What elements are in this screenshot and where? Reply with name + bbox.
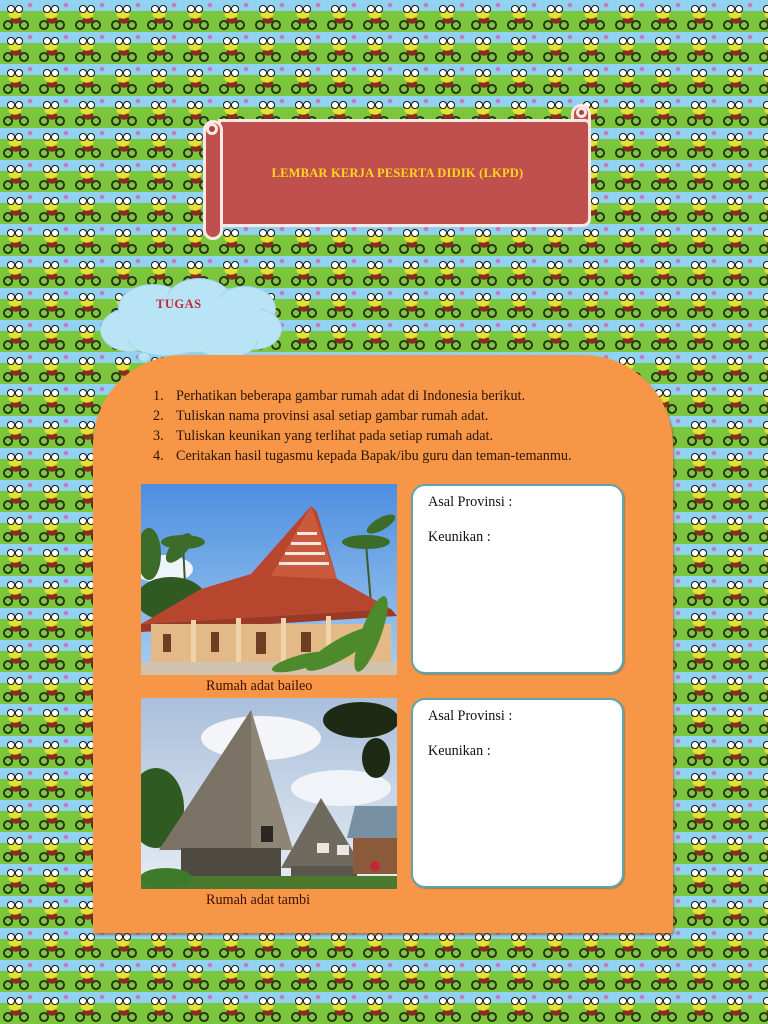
task-item: 3. Tuliskan keunikan yang terlihat pada setiap rumah adat. bbox=[153, 428, 494, 444]
task-item: 1. Perhatikan beberapa gambar rumah adat di Indonesia berikut. bbox=[153, 388, 526, 404]
task-list bbox=[153, 386, 572, 466]
province-field-label: Asal Provinsi : bbox=[428, 494, 513, 510]
task-item: 4. Ceritakan hasil tugasmu kepada Bapak/ibu guru dan teman-temanmu. bbox=[153, 448, 572, 464]
house-caption-tambi: Rumah adat tambi bbox=[206, 892, 311, 908]
content-panel bbox=[93, 355, 673, 933]
task-heading: TUGAS bbox=[156, 297, 202, 311]
house-caption-baileo: Rumah adat baileo bbox=[206, 678, 313, 694]
province-field-label: Asal Provinsi : bbox=[428, 708, 513, 724]
scroll-left-curl bbox=[206, 123, 218, 135]
house-photo-baileo bbox=[141, 484, 397, 675]
uniqueness-field-label: Keunikan : bbox=[428, 743, 491, 759]
house-photo-tambi bbox=[141, 698, 397, 889]
answer-box-baileo[interactable] bbox=[411, 484, 624, 674]
scroll-right-curl bbox=[576, 107, 587, 118]
page-title: LEMBAR KERJA PESERTA DIDIK (LKPD) bbox=[271, 165, 524, 180]
task-item: 2. Tuliskan nama provinsi asal setiap gambar rumah adat. bbox=[153, 408, 489, 424]
answer-box-tambi[interactable] bbox=[411, 698, 624, 888]
uniqueness-field-label: Keunikan : bbox=[428, 529, 491, 545]
title-banner bbox=[203, 104, 591, 240]
